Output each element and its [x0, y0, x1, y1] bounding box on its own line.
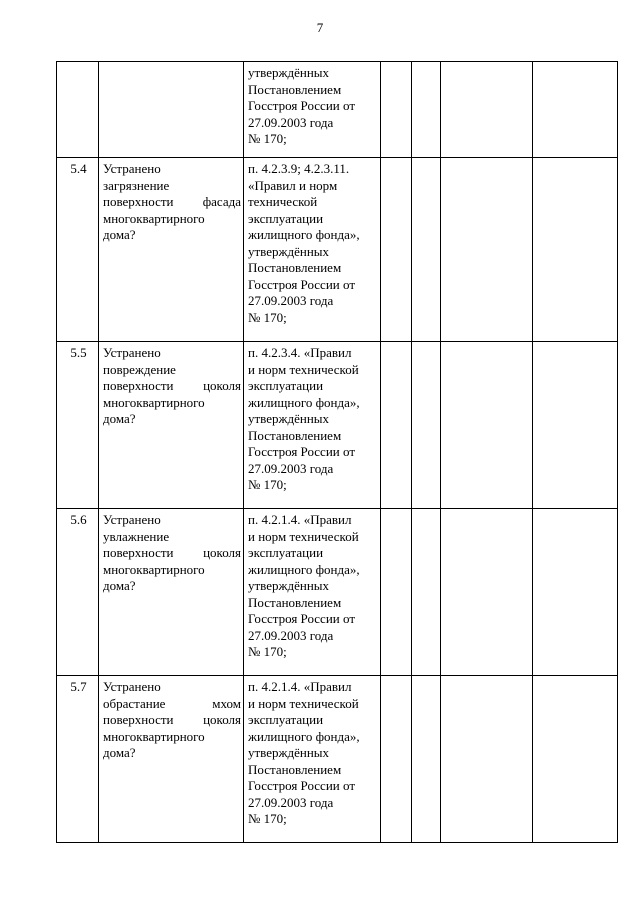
- reference-text-line: эксплуатации: [248, 378, 324, 393]
- reference-text-line: жилищного фонда»,: [248, 227, 360, 242]
- reference-text-line: эксплуатации: [248, 545, 324, 560]
- checklist-table: [56, 61, 618, 843]
- reference-text-line: эксплуатации: [248, 712, 324, 727]
- question-text-line: поверхности цоколя: [103, 378, 241, 393]
- reference-text-line: «Правил и норм: [248, 177, 338, 193]
- empty-answer-cell: [533, 158, 618, 342]
- empty-answer-cell: [412, 158, 441, 342]
- reference-text-line: п. 4.2.1.4. «Правил: [248, 679, 352, 694]
- empty-answer-cell: [381, 342, 412, 509]
- reference-cell: [244, 509, 381, 676]
- question-cell: [99, 509, 244, 676]
- question-text-line: дома?: [103, 227, 136, 242]
- item-number-cell: [57, 62, 99, 158]
- question-text-line: дома?: [103, 578, 136, 593]
- table-body: [57, 62, 618, 843]
- question-text-line: поверхности цоколя: [103, 712, 241, 727]
- reference-text-line: и норм технической: [248, 695, 359, 711]
- empty-answer-cell: [533, 62, 618, 158]
- reference-text-line: № 170;: [248, 309, 287, 325]
- question-cell: [99, 676, 244, 843]
- question-text-line: многоквартирного: [103, 394, 205, 410]
- item-number-cell: 5.5: [57, 342, 99, 509]
- reference-text-line: утверждённых: [248, 243, 330, 259]
- empty-answer-cell: [381, 62, 412, 158]
- reference-text-line: утверждённых: [248, 578, 330, 593]
- reference-text-line: № 170;: [248, 811, 287, 826]
- empty-answer-cell: [533, 676, 618, 843]
- reference-text-line: 27.09.2003 года: [248, 114, 334, 130]
- reference-text-line: Госстроя России от: [248, 98, 356, 113]
- question-text-line: Устранено: [103, 161, 161, 176]
- question-text-line: многоквартирного: [103, 561, 205, 577]
- question-text-line: многоквартирного: [103, 210, 205, 226]
- reference-text-line: 27.09.2003 года: [248, 293, 334, 308]
- reference-text-line: утверждённых: [248, 65, 330, 80]
- item-number-cell: 5.4: [57, 158, 99, 342]
- reference-text-line: Постановлением: [248, 260, 342, 275]
- reference-text-line: Госстроя России от: [248, 276, 356, 292]
- reference-text-line: 27.09.2003 года: [248, 627, 334, 643]
- question-text-line: дома?: [103, 411, 136, 426]
- reference-text-line: и норм технической: [248, 361, 359, 377]
- table-row: [57, 62, 618, 158]
- reference-text-line: № 170;: [248, 644, 287, 659]
- question-text-line: загрязнение: [103, 177, 170, 193]
- reference-cell: [244, 158, 381, 342]
- table-row: [57, 509, 618, 676]
- empty-answer-cell: [412, 62, 441, 158]
- question-cell: [99, 342, 244, 509]
- reference-text-line: п. 4.2.1.4. «Правил: [248, 512, 352, 527]
- question-text-line: поверхности фасада: [103, 194, 241, 209]
- question-text-line: поверхности цоколя: [103, 545, 241, 560]
- reference-text-line: Постановлением: [248, 761, 342, 777]
- reference-text-line: п. 4.2.3.9; 4.2.3.11.: [248, 161, 350, 176]
- empty-answer-cell: [412, 342, 441, 509]
- table-row: [57, 676, 618, 843]
- question-text-line: увлажнение: [103, 528, 170, 544]
- question-text-line: обрастание мхом: [103, 695, 241, 711]
- reference-text-line: Постановлением: [248, 594, 342, 610]
- reference-text-line: и норм технической: [248, 528, 359, 544]
- reference-text-line: жилищного фонда»,: [248, 561, 360, 577]
- question-text-line: Устранено: [103, 512, 161, 527]
- question-cell: [99, 62, 244, 158]
- question-text-line: Устранено: [103, 679, 161, 694]
- reference-text-line: технической: [248, 194, 318, 209]
- reference-text-line: жилищного фонда»,: [248, 394, 360, 410]
- reference-text-line: № 170;: [248, 131, 287, 146]
- reference-cell: [244, 62, 381, 158]
- empty-answer-cell: [533, 509, 618, 676]
- empty-answer-cell: [412, 676, 441, 843]
- empty-answer-cell: [381, 676, 412, 843]
- question-text-line: многоквартирного: [103, 728, 205, 744]
- reference-text-line: Постановлением: [248, 81, 342, 97]
- page-number: 7: [316, 20, 324, 35]
- reference-text-line: 27.09.2003 года: [248, 794, 334, 810]
- empty-answer-cell: [441, 62, 533, 158]
- reference-text-line: Постановлением: [248, 427, 342, 443]
- empty-answer-cell: [533, 342, 618, 509]
- reference-cell: [244, 342, 381, 509]
- reference-text-line: № 170;: [248, 477, 287, 492]
- empty-answer-cell: [441, 676, 533, 843]
- empty-answer-cell: [441, 342, 533, 509]
- empty-answer-cell: [441, 509, 533, 676]
- question-text-line: Устранено: [103, 345, 161, 360]
- reference-text-line: утверждённых: [248, 411, 330, 426]
- empty-answer-cell: [381, 158, 412, 342]
- question-text-line: дома?: [103, 745, 136, 760]
- table-row: [57, 158, 618, 342]
- empty-answer-cell: [381, 509, 412, 676]
- reference-text-line: Госстроя России от: [248, 611, 356, 626]
- reference-text-line: 27.09.2003 года: [248, 460, 334, 476]
- reference-text-line: утверждённых: [248, 745, 330, 760]
- reference-text-line: Госстроя России от: [248, 778, 356, 793]
- reference-text-line: Госстроя России от: [248, 444, 356, 459]
- empty-answer-cell: [412, 509, 441, 676]
- reference-cell: [244, 676, 381, 843]
- item-number-cell: 5.7: [57, 676, 99, 843]
- item-number-cell: 5.6: [57, 509, 99, 676]
- reference-text-line: эксплуатации: [248, 210, 324, 226]
- table-row: [57, 342, 618, 509]
- reference-text-line: жилищного фонда»,: [248, 728, 360, 744]
- empty-answer-cell: [441, 158, 533, 342]
- question-cell: [99, 158, 244, 342]
- question-text-line: повреждение: [103, 361, 176, 377]
- reference-text-line: п. 4.2.3.4. «Правил: [248, 345, 352, 360]
